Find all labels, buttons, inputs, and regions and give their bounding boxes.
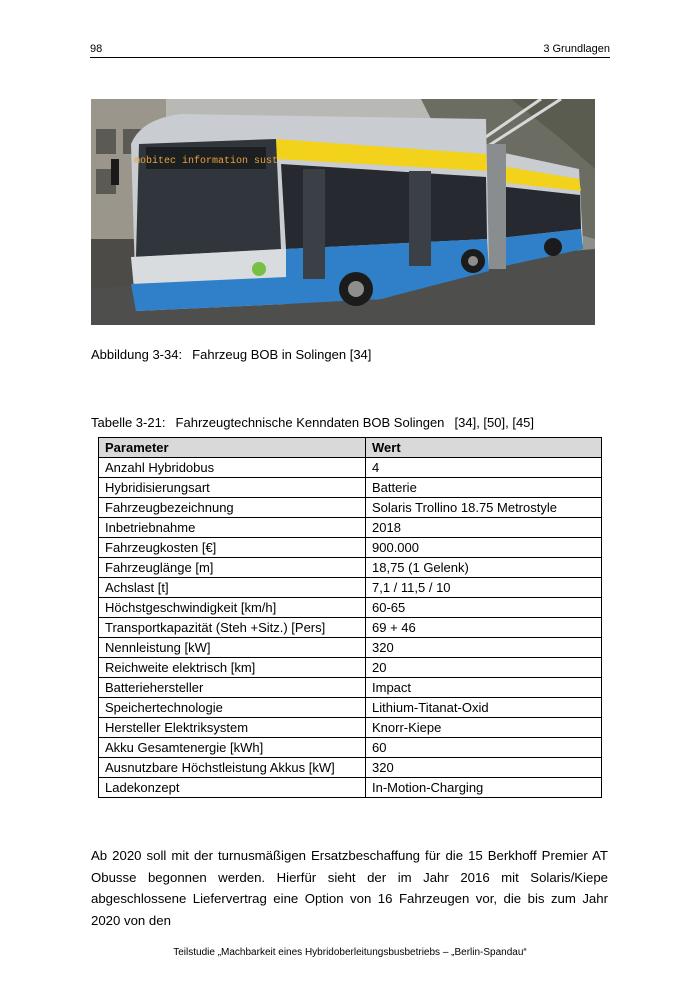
value-cell: 69 + 46 <box>366 618 602 638</box>
table-row <box>99 478 602 498</box>
table-row <box>99 718 602 738</box>
parameter-cell: Fahrzeugbezeichnung <box>99 498 366 518</box>
table-row <box>99 638 602 658</box>
table-row <box>99 658 602 678</box>
parameter-cell: Speichertechnologie <box>99 698 366 718</box>
table-row <box>99 618 602 638</box>
parameter-cell: Achslast [t] <box>99 578 366 598</box>
destination-display: mobitec information sust <box>133 156 279 167</box>
table-caption: Tabelle 3-21: Fahrzeugtechnische Kenndaten BOB Solingen [34], [50], [45] <box>91 415 535 430</box>
value-cell: In-Motion-Charging <box>366 778 602 798</box>
value-cell: 320 <box>366 638 602 658</box>
parameter-cell: Akku Gesamtenergie [kWh] <box>99 738 366 758</box>
page-header <box>90 43 610 58</box>
value-cell: 20 <box>366 658 602 678</box>
parameter-cell: Nennleistung [kW] <box>99 638 366 658</box>
bus-illustration <box>91 99 595 325</box>
value-cell: Batterie <box>366 478 602 498</box>
column-header-value: Wert <box>366 438 602 458</box>
parameter-cell: Inbetriebnahme <box>99 518 366 538</box>
body-paragraph: Ab 2020 soll mit der turnusmäßigen Ersatzbeschaffung für die 15 Berkhoff Premier AT Obusse begonnen werden. Hierfür sieht der im Jahr 2016 mit Solaris/Kiepe abgeschlossene Liefervertrag eine Option von 16 Fahrzeugen vor, die bis zum Jahr 2020 von den <box>91 848 608 928</box>
chapter-title: 3 Grundlagen <box>543 43 610 55</box>
bus-photo <box>91 99 595 325</box>
value-cell: 320 <box>366 758 602 778</box>
table-row <box>99 538 602 558</box>
table-row <box>99 758 602 778</box>
figure-caption: Abbildung 3-34: Fahrzeug BOB in Solingen [34] <box>91 347 372 362</box>
parameter-cell: Höchstgeschwindigkeit [km/h] <box>99 598 366 618</box>
table-row <box>99 558 602 578</box>
parameter-cell: Fahrzeuglänge [m] <box>99 558 366 578</box>
table-row <box>99 578 602 598</box>
parameter-cell: Fahrzeugkosten [€] <box>99 538 366 558</box>
table-row <box>99 738 602 758</box>
parameter-cell: Ausnutzbare Höchstleistung Akkus [kW] <box>99 758 366 778</box>
table-header-row <box>99 438 602 458</box>
table-row <box>99 678 602 698</box>
specifications-table <box>98 437 602 798</box>
table-row <box>99 698 602 718</box>
column-header-parameter: Parameter <box>99 438 366 458</box>
table-row <box>99 498 602 518</box>
parameter-cell: Anzahl Hybridobus <box>99 458 366 478</box>
value-cell: Knorr-Kiepe <box>366 718 602 738</box>
value-cell: 18,75 (1 Gelenk) <box>366 558 602 578</box>
value-cell: Solaris Trollino 18.75 Metrostyle <box>366 498 602 518</box>
page-number: 98 <box>90 43 103 55</box>
table-row <box>99 778 602 798</box>
table-row <box>99 598 602 618</box>
parameter-cell: Reichweite elektrisch [km] <box>99 658 366 678</box>
table-row <box>99 518 602 538</box>
page-footer: Teilstudie „Machbarkeit eines Hybridoberleitungsbusbetriebs – „Berlin-Spandau“ <box>173 947 527 958</box>
parameter-cell: Transportkapazität (Steh +Sitz.) [Pers] <box>99 618 366 638</box>
table-row <box>99 458 602 478</box>
value-cell: Impact <box>366 678 602 698</box>
value-cell: 2018 <box>366 518 602 538</box>
value-cell: 60 <box>366 738 602 758</box>
parameter-cell: Ladekonzept <box>99 778 366 798</box>
value-cell: 60-65 <box>366 598 602 618</box>
value-cell: 4 <box>366 458 602 478</box>
value-cell: 7,1 / 11,5 / 10 <box>366 578 602 598</box>
parameter-cell: Hybridisierungsart <box>99 478 366 498</box>
value-cell: 900.000 <box>366 538 602 558</box>
parameter-cell: Batteriehersteller <box>99 678 366 698</box>
parameter-cell: Hersteller Elektriksystem <box>99 718 366 738</box>
value-cell: Lithium-Titanat-Oxid <box>366 698 602 718</box>
